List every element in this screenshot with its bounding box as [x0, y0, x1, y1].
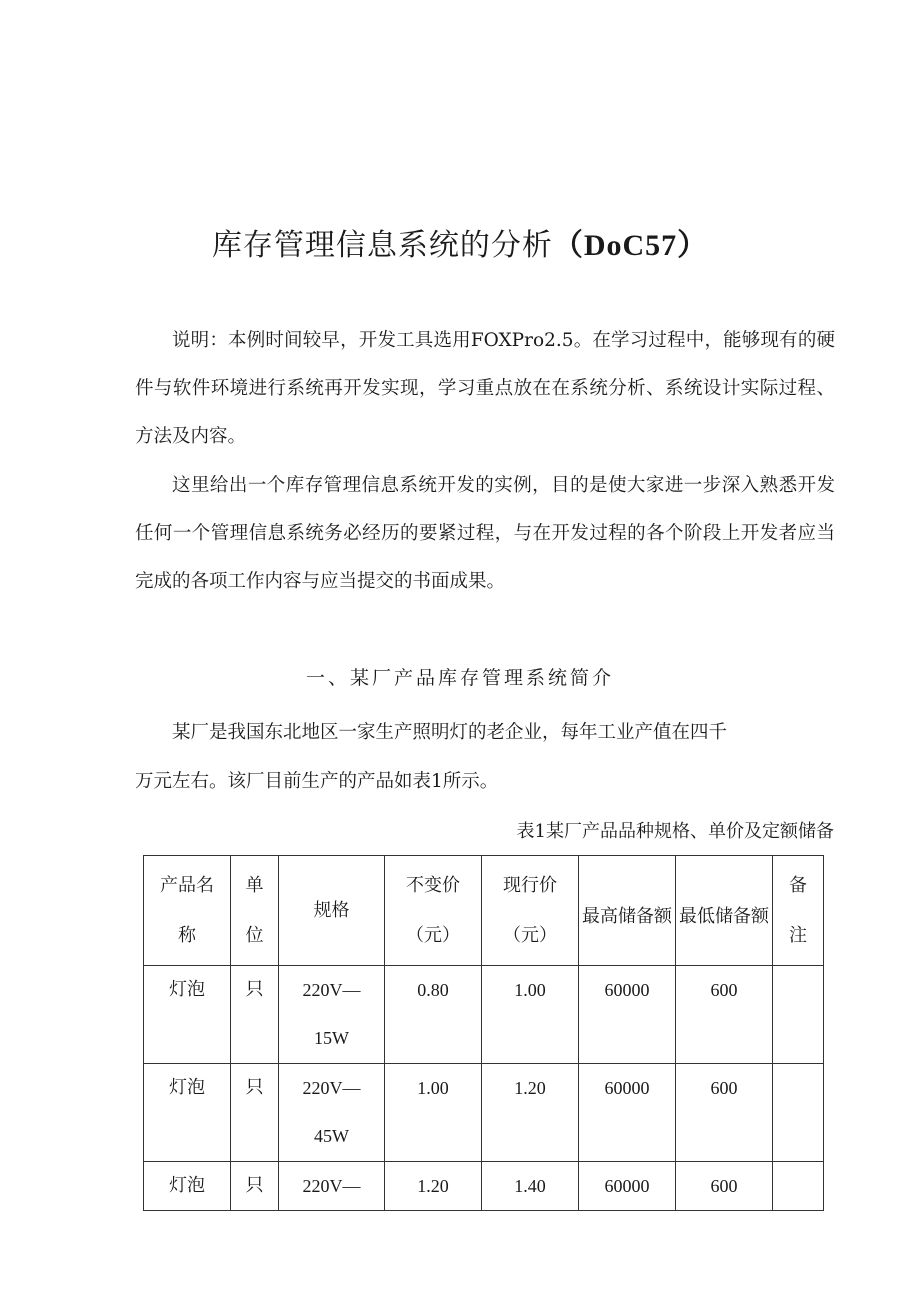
cell-fixed-price: 1.00	[385, 1064, 482, 1162]
table-row	[144, 1162, 824, 1211]
cell-unit: 只	[231, 966, 279, 1064]
header-spec: 规格	[279, 856, 385, 966]
cell-max-reserve: 60000	[579, 1064, 676, 1162]
table-row	[144, 1064, 824, 1162]
cell-min-reserve: 600	[676, 1162, 773, 1211]
document-title	[0, 220, 920, 264]
intro-paragraph: 说明：本例时间较早，开发工具选用FOXPro2.5。在学习过程中，能够现有的硬件与软件环境进行系统再开发实现，学习重点放在在系统分析、系统设计实际过程、方法及内容。	[135, 330, 835, 447]
cell-remark	[773, 966, 824, 1064]
cell-min-reserve: 600	[676, 1064, 773, 1162]
product-table	[143, 855, 824, 1211]
header-unit: 单 位	[231, 856, 279, 966]
cell-spec: 220V— 15W	[279, 966, 385, 1064]
cell-spec: 220V— 45W	[279, 1064, 385, 1162]
header-remark: 备 注	[773, 856, 824, 966]
company-paragraph-line1: 某厂是我国东北地区一家生产照明灯的老企业，每年工业产值在四千	[172, 722, 728, 743]
table-row	[144, 966, 824, 1064]
header-product-name: 产品名 称	[144, 856, 231, 966]
header-current-price: 现行价 （元）	[482, 856, 579, 966]
cell-current-price: 1.40	[482, 1162, 579, 1211]
cell-unit: 只	[231, 1162, 279, 1211]
cell-name: 灯泡	[144, 1162, 231, 1211]
cell-fixed-price: 0.80	[385, 966, 482, 1064]
header-fixed-price: 不变价 （元）	[385, 856, 482, 966]
header-min-reserve: 最低储备额	[676, 856, 773, 966]
section-heading: 一、某厂产品库存管理系统简介	[305, 667, 614, 689]
cell-current-price: 1.00	[482, 966, 579, 1064]
cell-remark	[773, 1064, 824, 1162]
title-text: 库存管理信息系统的分析	[211, 228, 553, 263]
cell-remark	[773, 1162, 824, 1211]
cell-min-reserve: 600	[676, 966, 773, 1064]
cell-max-reserve: 60000	[579, 1162, 676, 1211]
header-max-reserve: 最高储备额	[579, 856, 676, 966]
title-code: （DoC57）	[552, 229, 709, 262]
cell-fixed-price: 1.20	[385, 1162, 482, 1211]
cell-spec: 220V—	[279, 1162, 385, 1211]
company-paragraph-line2: 万元左右。该厂目前生产的产品如表1所示。	[135, 771, 499, 792]
table-caption: 表1某厂产品品种规格、单价及定额储备	[516, 821, 834, 842]
cell-name: 灯泡	[144, 1064, 231, 1162]
cell-max-reserve: 60000	[579, 966, 676, 1064]
cell-current-price: 1.20	[482, 1064, 579, 1162]
table-header-row	[144, 856, 824, 966]
cell-name: 灯泡	[144, 966, 231, 1064]
purpose-paragraph: 这里给出一个库存管理信息系统开发的实例，目的是使大家进一步深入熟悉开发任何一个管理信息系统务必经历的要紧过程，与在开发过程的各个阶段上开发者应当完成的各项工作内容与应当提交的书面成果。	[135, 475, 835, 592]
cell-unit: 只	[231, 1064, 279, 1162]
